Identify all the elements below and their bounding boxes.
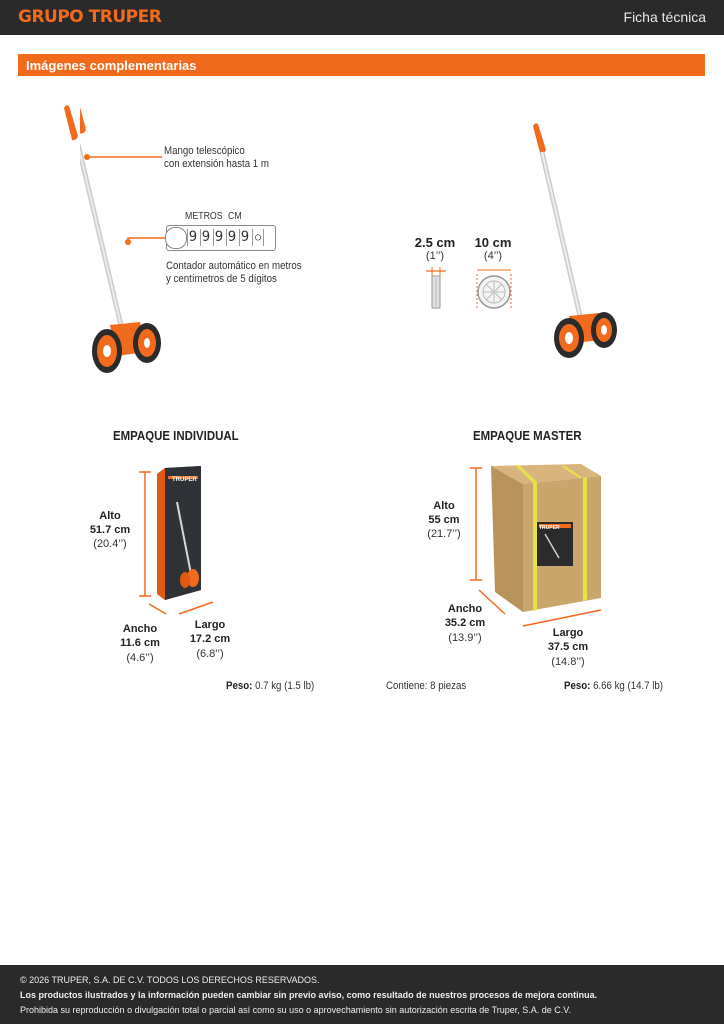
master-weight-label: Peso: (564, 680, 591, 692)
individual-width-cm: 11.6 cm (120, 637, 160, 649)
master-package-title: EMPAQUE MASTER (473, 428, 582, 443)
counter-digit: ○ (252, 229, 264, 246)
individual-height-in: (20.4’’) (93, 538, 127, 550)
brand-logo: GRUPO TRUPER (18, 7, 162, 27)
footer-copyright: © 2026 TRUPER, S.A. DE C.V. TODOS LOS DERECHOS RESERVADOS. (20, 975, 320, 985)
counter-digit: 9 (214, 229, 224, 245)
wheel-diameter-in: (4’’) (483, 250, 503, 262)
counter-digit: 9 (201, 229, 211, 245)
top-header-bar (0, 0, 724, 35)
master-height-in: (21.7’’) (427, 528, 461, 540)
counter-callout-line-1: Contador automático en metros (166, 260, 302, 272)
document-type: Ficha técnica (623, 9, 706, 25)
master-box-brand: TRUPER (539, 525, 560, 531)
individual-weight (226, 680, 314, 692)
individual-package-title: EMPAQUE INDIVIDUAL (113, 428, 239, 443)
individual-length-cm: 17.2 cm (189, 633, 231, 645)
master-length-label: Largo (552, 627, 584, 639)
master-height-cm: 55 cm (428, 514, 460, 526)
section-title: Imágenes complementarias (26, 58, 197, 73)
individual-width-label: Ancho (122, 623, 158, 635)
counter-knob (165, 227, 187, 249)
counter-units-cm: CM (228, 211, 242, 222)
handle-grip-icon (60, 104, 84, 144)
master-width-label: Ancho (447, 603, 483, 615)
counter-digit: 9 (188, 229, 198, 245)
wheel-dimension-diagram (420, 262, 520, 312)
handle-callout-line-1: Mango telescópico (164, 145, 245, 157)
counter-display (166, 225, 276, 251)
master-length-in: (14.8’’) (551, 656, 585, 668)
master-width-cm: 35.2 cm (444, 617, 486, 629)
section-header (18, 54, 705, 76)
master-contents: Contiene: 8 piezas (386, 680, 467, 692)
master-height-label: Alto (433, 500, 455, 512)
master-width-in: (13.9’’) (448, 632, 482, 644)
individual-box-brand: TRUPER (172, 477, 197, 483)
footer-prohibition: Prohibida su reproducción o divulgación total o parcial así como su uso o aprovechamiento sin autorización escrita de Truper, S.A. de C.V. (20, 1005, 571, 1015)
counter-digit: 9 (240, 229, 250, 245)
handle-callout-line-2: con extensión hasta 1 m (164, 158, 269, 170)
master-length-cm: 37.5 cm (547, 641, 589, 653)
footer-notice: Los productos ilustrados y la información pueden cambiar sin previo aviso, como resultado de nuestros procesos de mejora continua. (20, 990, 598, 1000)
footer (0, 965, 724, 1024)
counter-callout-line-2: y centímetros de 5 dígitos (166, 273, 277, 285)
counter-units-meters: METROS (185, 211, 223, 222)
individual-height-cm: 51.7 cm (89, 524, 131, 536)
master-weight (564, 680, 663, 692)
counter-digit: 9 (227, 229, 237, 245)
master-weight-value: 6.66 kg (14.7 lb) (593, 680, 664, 692)
individual-height-label: Alto (99, 510, 121, 522)
individual-width-in: (4.6’’) (126, 652, 154, 664)
wheel-width-cm: 2.5 cm (414, 235, 456, 250)
individual-length-label: Largo (194, 619, 226, 631)
individual-box-image (135, 462, 225, 622)
wheel-width-in: (1’’) (425, 250, 445, 262)
individual-weight-value: 0.7 kg (1.5 lb) (255, 680, 315, 692)
callout-lines (80, 150, 170, 250)
wheel-diameter-cm: 10 cm (474, 235, 512, 250)
individual-weight-label: Peso: (226, 680, 253, 692)
individual-length-in: (6.8’’) (196, 648, 224, 660)
measuring-wheel-side-image (525, 120, 625, 365)
